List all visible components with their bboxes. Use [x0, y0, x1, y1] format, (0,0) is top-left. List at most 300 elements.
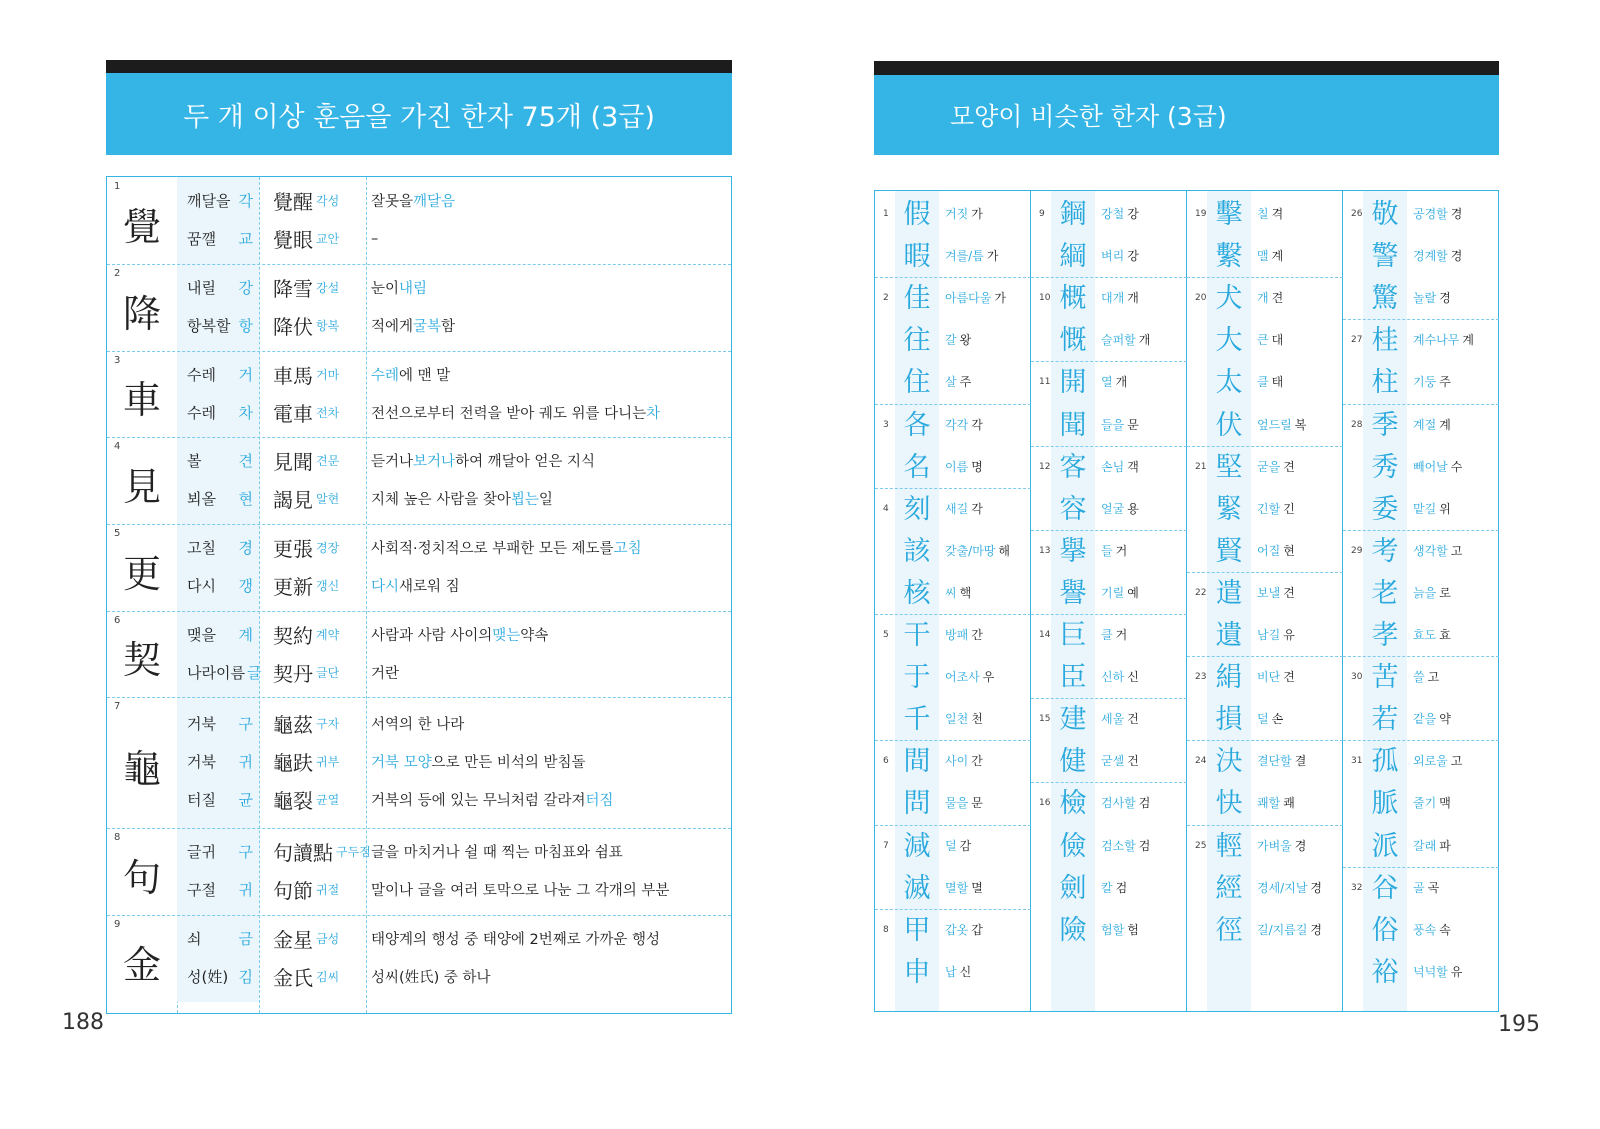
hanja-meaning: [1101, 740, 1139, 783]
sound-text: 계: [1462, 333, 1474, 348]
hanja-meaning: [1257, 446, 1295, 489]
meaning-text: 신하: [1101, 670, 1125, 685]
hanja-meaning: [1413, 825, 1451, 868]
sound-text: 신: [959, 964, 972, 979]
example-word: [273, 221, 365, 257]
hanja-char: 遺: [1215, 620, 1243, 651]
hanja-char: 譽: [1059, 577, 1087, 609]
similar-hanja-item: [1343, 614, 1499, 657]
meaning-text: 갈: [945, 333, 957, 348]
similar-hanja-item: [1343, 319, 1499, 362]
similar-hanja-item: [1031, 740, 1187, 783]
highlighted-text: 굴복: [413, 319, 442, 335]
hanja-meaning: [1413, 361, 1451, 404]
meaning-text: 일천: [945, 712, 969, 727]
example-word: [273, 443, 365, 479]
hanja-meaning: [1413, 698, 1451, 741]
similar-hanja-column: [1343, 191, 1499, 1011]
meaning-text: 놀랄: [1413, 291, 1437, 306]
meaning-text: 칠: [1257, 207, 1269, 221]
hanja-char: 裕: [1371, 956, 1399, 988]
similar-hanja-item: [1031, 193, 1187, 236]
meaning-text: 멸할: [945, 880, 969, 895]
highlighted-text: 내림: [399, 281, 428, 297]
meaning-text: 살: [945, 375, 957, 390]
hanja-meaning: [945, 825, 971, 868]
sound-text: 파: [1439, 838, 1451, 853]
sound-text: 항: [238, 317, 253, 335]
hanja-char: 秀: [1371, 451, 1399, 483]
sound-text: 거: [1115, 628, 1128, 642]
main-hanja: 車: [122, 378, 161, 422]
similar-hanja-item: [1187, 782, 1343, 825]
hanja-meaning: [1101, 698, 1139, 741]
hanja-char: 住: [903, 367, 931, 399]
hanja-char: 犬: [1215, 283, 1243, 315]
hanja-meaning: [945, 277, 1006, 320]
main-hanja: 見: [122, 464, 161, 509]
group-number: 19: [1195, 209, 1207, 219]
hanja-meaning: [1257, 867, 1322, 910]
sound-text: 해: [998, 543, 1011, 558]
word-hanja: 見聞: [273, 450, 313, 474]
meaning-text: 갈래: [1413, 838, 1437, 853]
similar-hanja-item: [1187, 698, 1343, 741]
sound-text: 주: [959, 375, 972, 390]
hanja-char: 賢: [1215, 535, 1243, 567]
hanja-meaning: [945, 782, 983, 825]
sound-text: 태: [1271, 375, 1284, 390]
group-number: 21: [1195, 461, 1207, 472]
meaning-text: 칼: [1101, 880, 1113, 895]
word-reading: 구두점: [336, 845, 371, 859]
hanja-char: 暇: [903, 241, 931, 273]
meaning-cell: [187, 394, 253, 430]
word-hanja: 契丹: [273, 661, 313, 686]
hanja-meaning: [1257, 740, 1306, 783]
meaning-text: 기둥: [1413, 375, 1437, 390]
similar-hanja-item: [875, 361, 1031, 404]
meaning-text: 항복할: [187, 317, 231, 335]
hanja-char: 堅: [1215, 451, 1243, 483]
meaning-text: 글귀: [187, 843, 216, 861]
group-number: 29: [1351, 545, 1363, 556]
meaning-text: 계절: [1413, 417, 1437, 432]
sound-text: 고: [1450, 543, 1463, 558]
word-reading: 구자: [316, 717, 340, 731]
meaning-text: 큰: [1257, 333, 1269, 348]
meaning-cell: [187, 481, 253, 517]
word-reading: 계약: [316, 627, 340, 642]
sound-text: 용: [1127, 501, 1139, 516]
hanja-entry: [107, 177, 731, 264]
hanja-meaning: [1413, 951, 1462, 994]
meaning-text: 맡길: [1413, 501, 1437, 516]
word-hanja: 降伏: [273, 315, 313, 339]
meaning-text: 남길: [1257, 628, 1281, 642]
hanja-char: 儉: [1059, 830, 1087, 862]
similar-hanja-item: [875, 656, 1031, 699]
hanja-meaning: [945, 572, 971, 615]
hanja-meaning: [1257, 361, 1283, 404]
word-description: [371, 568, 726, 604]
hanja-char: 千: [903, 704, 931, 736]
word-hanja: 覺眼: [273, 228, 313, 252]
hanja-meaning: [1101, 488, 1139, 531]
sound-text: 견: [1283, 585, 1295, 600]
similar-hanja-item: [875, 782, 1031, 825]
description-text: 새로워 짐: [399, 579, 460, 595]
hanja-char: 申: [903, 956, 931, 988]
hanja-char: 若: [1371, 704, 1399, 736]
left-page-title: 두 개 이상 훈음을 가진 한자 75개 (3급): [106, 73, 732, 155]
word-hanja: 契約: [273, 623, 313, 648]
word-hanja: 龜茲: [273, 713, 313, 737]
description-text: 사람과 사람 사이의: [371, 627, 493, 644]
hanja-char: 佳: [903, 283, 931, 315]
group-number: 25: [1195, 840, 1207, 851]
word-hanja: 更新: [273, 575, 313, 599]
meaning-text: 들: [1101, 543, 1113, 558]
hanja-char: 脈: [1371, 788, 1399, 820]
meaning-text: 거짓: [945, 207, 969, 221]
group-number: 20: [1195, 293, 1207, 304]
description-text: 거북의 등에 있는 무늬처럼 갈라져: [371, 793, 586, 809]
sound-text: 속: [1439, 922, 1451, 937]
meaning-text: 경계할: [1413, 249, 1448, 264]
hanja-char: 減: [903, 830, 931, 862]
hanja-char: 甲: [903, 914, 931, 946]
meaning-text: 나라이름: [187, 663, 245, 682]
sound-text: 경: [1450, 207, 1463, 221]
entry-number: 6: [114, 615, 121, 626]
sound-text: 검: [1138, 838, 1151, 853]
sound-text: 검: [1138, 796, 1151, 811]
meaning-text: 경세/지날: [1257, 880, 1308, 895]
example-word: [273, 394, 365, 430]
entry-number: 7: [114, 701, 121, 712]
word-description: [371, 921, 726, 957]
meaning-cell: [187, 443, 253, 479]
sound-text: 강: [1127, 207, 1139, 221]
group-number: 7: [883, 840, 889, 851]
sound-text: 균: [238, 791, 253, 809]
hanja-char: 聞: [1059, 409, 1087, 441]
similar-hanja-column: [1031, 191, 1187, 1011]
sound-text: 로: [1439, 585, 1451, 600]
hanja-char: 大: [1215, 325, 1243, 357]
hanja-char: 谷: [1371, 872, 1399, 904]
meaning-text: 넉넉할: [1413, 964, 1448, 979]
hanja-char: 險: [1059, 914, 1087, 946]
similar-hanja-item: [875, 740, 1031, 783]
word-description: [371, 616, 726, 652]
hanja-meaning: [1101, 319, 1150, 362]
meaning-cell: [187, 921, 253, 957]
sound-text: 글: [246, 663, 262, 682]
word-reading: 귀절: [316, 883, 340, 897]
sound-text: 개: [1127, 291, 1139, 306]
word-reading: 김씨: [316, 970, 340, 984]
word-reading: 금성: [316, 932, 340, 946]
similar-hanja-item: [875, 825, 1031, 868]
similar-hanja-item: [875, 446, 1031, 489]
hanja-char: 往: [903, 325, 931, 357]
word-description: [371, 654, 726, 690]
group-number: 16: [1039, 798, 1051, 809]
sound-text: 차: [238, 403, 253, 422]
word-description: [371, 183, 726, 219]
meaning-text: 내릴: [187, 279, 216, 297]
hanja-char: 太: [1215, 367, 1243, 399]
hanja-meaning: [1413, 446, 1462, 489]
sound-text: 감: [959, 838, 972, 853]
meaning-text: 갑옷: [945, 922, 969, 937]
word-hanja: 電車: [273, 401, 313, 426]
hanja-meaning: [945, 319, 971, 362]
word-reading: 거마: [316, 367, 340, 382]
similar-hanja-item: [1031, 572, 1187, 615]
meaning-text: 풍속: [1413, 922, 1437, 937]
sound-text: 문: [971, 796, 983, 811]
description-text: 함: [441, 319, 456, 335]
hanja-char: 名: [903, 451, 931, 483]
hanja-meaning: [1257, 277, 1283, 320]
description-text: 으로 만든 비석의 받침돌: [431, 755, 586, 771]
hanja-meaning: [1101, 614, 1127, 657]
main-hanja: 契: [122, 638, 161, 682]
entry-number: 9: [114, 919, 121, 930]
sound-text: 대: [1271, 333, 1284, 348]
meaning-text: 성(姓): [187, 968, 229, 986]
highlighted-text: 깨달음: [413, 194, 456, 210]
sound-text: 경: [1310, 922, 1323, 937]
similar-hanja-item: [875, 235, 1031, 278]
description-text: 하여 깨달아 얻은 지식: [455, 454, 595, 470]
meaning-text: 고칠: [187, 539, 216, 557]
meaning-text: 세울: [1101, 712, 1125, 727]
group-number: 1: [883, 209, 889, 219]
similar-hanja-item: [1343, 825, 1499, 868]
meaning-cell: [187, 959, 253, 995]
similar-hanja-item: [1187, 446, 1343, 489]
word-description: [371, 356, 726, 392]
similar-hanja-item: [1343, 488, 1499, 531]
sound-text: 복: [1294, 417, 1307, 432]
sound-text: 갑: [971, 922, 983, 937]
sound-text: 김: [238, 968, 253, 986]
sound-text: 각: [971, 417, 983, 432]
example-word: [273, 959, 365, 995]
hanja-char: 經: [1215, 872, 1243, 904]
similar-hanja-item: [1343, 404, 1499, 447]
meaning-text: 가벼울: [1257, 838, 1292, 853]
word-hanja: 金星: [273, 928, 313, 952]
hanja-char: 假: [903, 199, 931, 230]
word-reading: 강설: [316, 281, 340, 295]
similar-hanja-item: [1187, 488, 1343, 531]
sound-text: 계: [1439, 417, 1451, 432]
group-number: 5: [883, 630, 889, 640]
meaning-text: 다시: [187, 577, 216, 595]
similar-hanja-item: [875, 867, 1031, 910]
similar-hanja-item: [1187, 361, 1343, 404]
group-number: 30: [1351, 672, 1363, 683]
hanja-char: 孤: [1371, 746, 1399, 778]
example-word: [273, 654, 365, 690]
meaning-text: 갖출/마땅: [945, 543, 996, 558]
row-divider: [107, 828, 731, 829]
group-number: 27: [1351, 335, 1363, 346]
hanja-char: 柱: [1371, 367, 1399, 399]
highlighted-text: 차: [646, 405, 661, 422]
description-text: 적에게: [371, 319, 414, 335]
similar-hanja-item: [1031, 782, 1187, 825]
meaning-text: 깨달을: [187, 192, 231, 210]
meaning-text: 열: [1101, 375, 1113, 390]
similar-hanja-item: [1031, 446, 1187, 489]
example-word: [273, 872, 365, 908]
hanja-meaning: [1101, 193, 1139, 236]
description-text: 전선으로부터 전력을 받아 궤도 위를 다니는: [371, 405, 647, 422]
group-number: 12: [1039, 461, 1051, 472]
similar-hanja-item: [875, 951, 1031, 994]
meaning-cell: [187, 356, 253, 392]
hanja-char: 檢: [1059, 788, 1087, 820]
meaning-text: 구절: [187, 881, 216, 899]
hanja-char: 遣: [1215, 577, 1243, 609]
hanja-meaning: [1101, 404, 1139, 447]
meaning-text: 개: [1257, 291, 1269, 306]
example-word: [273, 568, 365, 604]
description-text: 듣거나: [371, 454, 414, 470]
group-number: 3: [883, 419, 889, 430]
meaning-text: 대개: [1101, 291, 1125, 306]
similar-hanja-column: [1187, 191, 1343, 1011]
similar-hanja-item: [1187, 530, 1343, 573]
highlighted-text: 거북 모양: [371, 755, 432, 771]
similar-hanja-item: [875, 698, 1031, 741]
hanja-entry: [107, 828, 731, 915]
hanja-char: 苦: [1371, 662, 1399, 694]
meaning-text: 기릴: [1101, 585, 1125, 600]
similar-hanja-item: [1187, 614, 1343, 657]
row-divider: [107, 351, 731, 352]
meaning-cell: [187, 616, 253, 652]
hanja-meaning: [1413, 277, 1451, 320]
sound-text: 강: [238, 279, 253, 297]
word-description: [371, 308, 726, 344]
word-description: [371, 221, 726, 257]
sound-text: 현: [1283, 543, 1295, 558]
sound-text: 고: [1450, 754, 1463, 769]
hanja-char: 健: [1059, 746, 1087, 778]
meaning-text: 수레: [187, 403, 216, 422]
similar-hanja-item: [1343, 361, 1499, 404]
meaning-text: 터질: [187, 791, 216, 809]
row-divider: [107, 611, 731, 612]
similar-hanja-item: [1031, 698, 1187, 741]
description-text: 거란: [371, 665, 400, 682]
group-number: 11: [1039, 377, 1051, 388]
hanja-meaning: [1413, 530, 1462, 573]
hanja-meaning: [1413, 488, 1451, 531]
hanja-char: 滅: [903, 872, 931, 904]
meaning-cell: [187, 744, 253, 780]
hanja-char: 損: [1215, 704, 1243, 736]
hanja-char: 劍: [1059, 872, 1087, 904]
hanja-char: 問: [903, 788, 931, 820]
sound-text: 경: [1439, 291, 1451, 306]
hanja-char: 驚: [1371, 283, 1399, 315]
hanja-char: 各: [903, 409, 931, 441]
word-hanja: 金氏: [273, 966, 313, 990]
hanja-meaning: [1101, 446, 1139, 489]
meaning-text: 손님: [1101, 459, 1125, 474]
entry-number: 5: [114, 528, 121, 539]
sound-text: 멸: [971, 880, 983, 895]
example-word: [273, 308, 365, 344]
meaning-text: 생각할: [1413, 543, 1448, 558]
meaning-text: 길/지름길: [1257, 922, 1308, 937]
hanja-meaning: [1413, 235, 1462, 278]
hanja-char: 刻: [903, 493, 931, 525]
hanja-char: 絹: [1215, 662, 1243, 694]
sound-text: 각: [238, 192, 253, 210]
similar-hanja-item: [1187, 277, 1343, 320]
sound-text: 간: [971, 628, 983, 642]
description-text: 성씨(姓氏) 중 하나: [371, 970, 491, 986]
meaning-text: 수레: [187, 365, 216, 384]
meaning-text: 클: [1101, 628, 1113, 642]
word-hanja: 覺醒: [273, 190, 313, 214]
sound-text: 귀: [238, 753, 253, 771]
hanja-meaning: [1101, 572, 1139, 615]
meaning-text: 같을: [1413, 712, 1437, 727]
hanja-char: 警: [1371, 241, 1399, 273]
hanja-char: 擧: [1059, 535, 1087, 567]
sound-text: 약: [1439, 712, 1451, 727]
hanja-meaning: [945, 361, 971, 404]
meaning-cell: [187, 270, 253, 306]
example-word: [273, 744, 365, 780]
hanja-char: 輕: [1215, 830, 1243, 862]
description-text: 에 맨 말: [399, 367, 451, 384]
main-hanja: 更: [122, 551, 161, 596]
highlighted-text: 뵙는: [510, 492, 539, 508]
meaning-cell: [187, 221, 253, 257]
meaning-text: 늙을: [1413, 585, 1437, 600]
similar-hanja-item: [1031, 404, 1187, 447]
hanja-meaning: [945, 698, 983, 741]
word-hanja: 車馬: [273, 363, 313, 388]
similar-hanja-item: [1343, 698, 1499, 741]
example-word: [273, 530, 365, 566]
description-text: 말이나 글을 여러 토막으로 나눈 그 각개의 부분: [371, 883, 670, 899]
sound-text: 왕: [959, 333, 972, 348]
meaning-cell: [187, 872, 253, 908]
similar-hanja-table: [874, 190, 1499, 1012]
similar-hanja-item: [875, 193, 1031, 236]
hanja-meaning: [1101, 656, 1139, 699]
hanja-char: 核: [903, 577, 931, 609]
group-number: 26: [1351, 209, 1363, 219]
sound-text: 효: [1439, 628, 1451, 642]
hanja-meaning: [1257, 319, 1283, 362]
hanja-meaning: [1257, 698, 1283, 741]
word-reading: 경장: [316, 541, 340, 555]
hanja-char: 委: [1371, 493, 1399, 525]
